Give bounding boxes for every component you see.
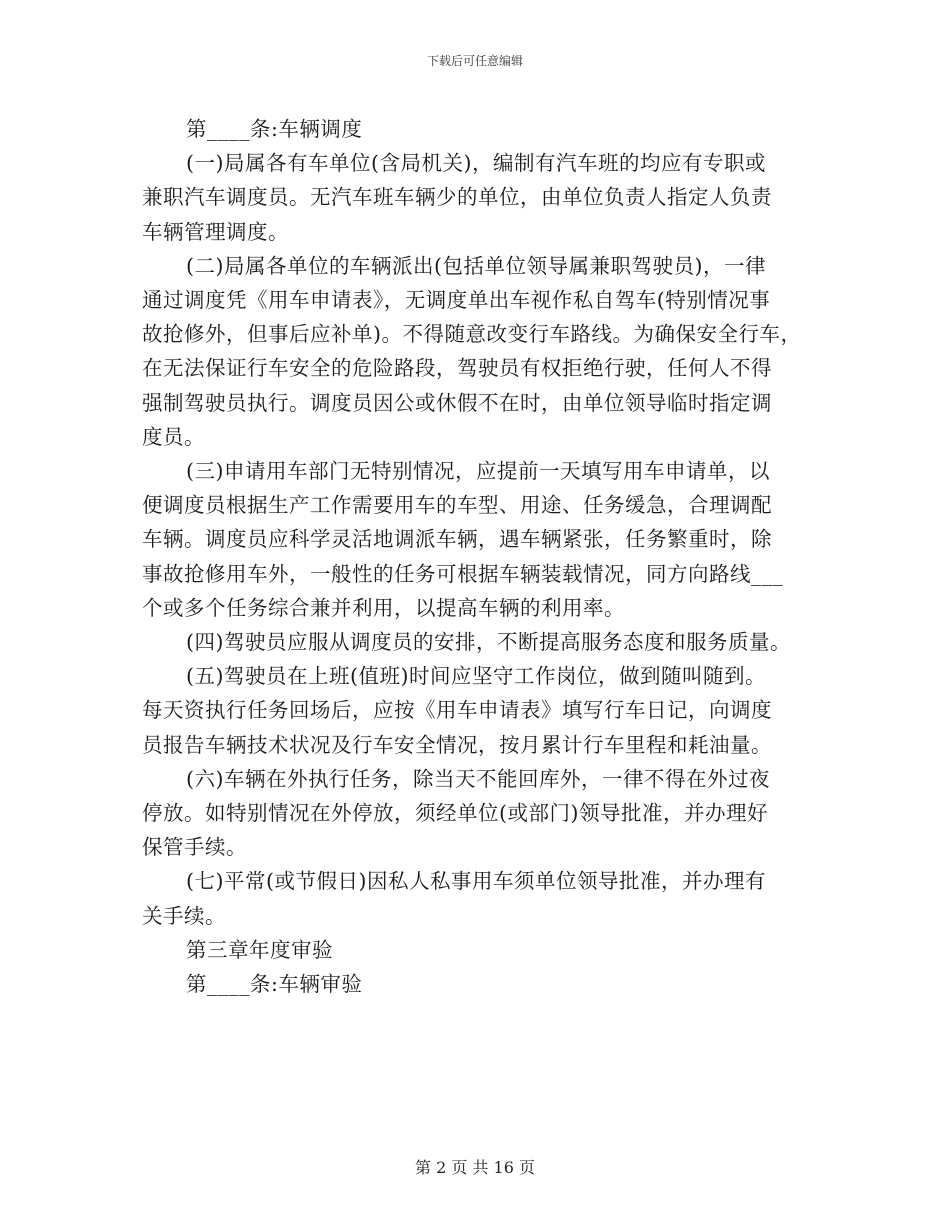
paragraph-line: 在无法保证行车安全的危险路段，驾驶员有权拒绝行驶，任何人不得: [142, 356, 772, 381]
paragraph-line: 第三章年度审验: [186, 937, 333, 962]
paragraph-line: 第____条:车辆审验: [186, 972, 363, 997]
paragraph-line: 个或多个任务综合兼并利用，以提高车辆的利用率。: [142, 595, 625, 620]
paragraph-line: 事故抢修用车外，一般性的任务可根据车辆装载情况，同方向路线___: [142, 561, 784, 586]
paragraph-line: 第____条:车辆调度: [186, 117, 363, 141]
paragraph-line: (四)驾驶员应服从调度员的安排，不断提高服务态度和服务质量。: [186, 630, 791, 655]
paragraph-line: 停放。如特别情况在外停放，须经单位(或部门)领导批准，并办理好: [142, 801, 768, 826]
paragraph-line: (二)局属各单位的车辆派出(包括单位领导属兼职驾驶员)，一律: [186, 253, 766, 278]
paragraph-line: (五)驾驶员在上班(值班)时间应坚守工作岗位，做到随叫随到。: [186, 664, 766, 689]
paragraph-line: 兼职汽车调度员。无汽车班车辆少的单位，由单位负责人指定人负责: [142, 185, 772, 210]
paragraph-line: 保管手续。: [142, 835, 247, 860]
paragraph-line: 度员。: [142, 424, 205, 449]
paragraph-line: 强制驾驶员执行。调度员因公或休假不在时，由单位领导临时指定调: [142, 390, 772, 415]
paragraph-line: 车辆。调度员应科学灵活地调派车辆，遇车辆紧张，任务繁重时，除: [142, 527, 772, 552]
paragraph-line: (六)车辆在外执行任务，除当天不能回库外，一律不得在外过夜: [186, 766, 770, 791]
page-footer: 第 2 页 共 16 页: [415, 1158, 535, 1177]
paragraph-line: 关手续。: [142, 903, 226, 928]
paragraph-line: 员报告车辆技术状况及行车安全情况，按月累计行车里程和耗油量。: [142, 732, 772, 757]
document-body: [142, 112, 814, 1001]
paragraph-line: 故抢修外，但事后应补单)。不得随意改变行车路线。为确保安全行车，: [142, 322, 802, 347]
paragraph-line: (七)平常(或节假日)因私人私事用车须单位领导批准，并办理有: [186, 869, 766, 894]
paragraph-line: 通过调度凭《用车申请表》，无调度单出车视作私自驾车(特别情况事: [142, 288, 771, 313]
paragraph-line: 便调度员根据生产工作需要用车的车型、用途、任务缓急，合理调配: [142, 493, 772, 518]
paragraph-line: 每天资执行任务回场后，应按《用车申请表》填写行车日记，向调度: [142, 698, 772, 723]
paragraph-line: 车辆管理调度。: [142, 219, 289, 244]
paragraph-line: (一)局属各有车单位(含局机关)，编制有汽车班的均应有专职或: [186, 151, 766, 176]
paragraph-line: (三)申请用车部门无特别情况，应提前一天填写用车申请单，以: [186, 459, 770, 484]
header-note: 下载后可任意编辑: [426, 54, 523, 68]
